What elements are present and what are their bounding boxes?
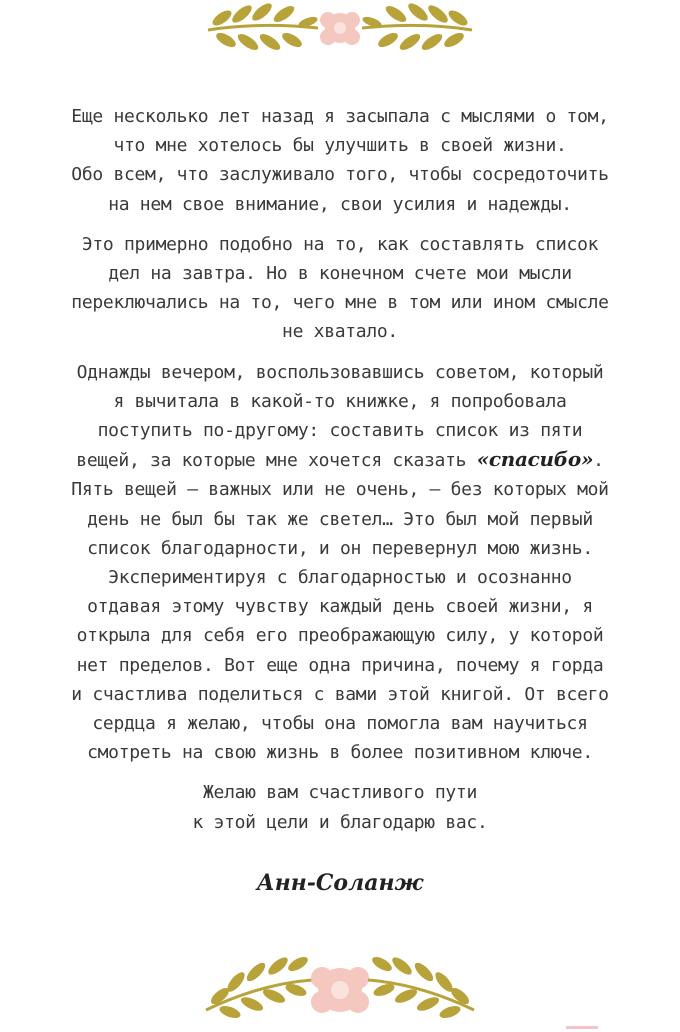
text-line: Обо всем, что заслуживало того, чтобы сосредоточить bbox=[71, 164, 609, 186]
paragraph-1 bbox=[0, 102, 680, 219]
text-line: смотреть на свою жизнь в более позитивном ключе. bbox=[87, 742, 593, 764]
left-leaf-branch-icon bbox=[208, 0, 319, 53]
text-line-start: вещей, за которые мне хочется сказать bbox=[76, 450, 477, 472]
text-line: день не был бы так же светел… Это был мой первый bbox=[87, 508, 593, 530]
paragraph-2 bbox=[0, 230, 680, 347]
text-line: дел на завтра. Но в конечном счете мои мысли bbox=[108, 263, 572, 285]
left-leaf-branch-icon bbox=[206, 954, 312, 1020]
text-line: что мне хотелось бы улучшить в своей жизни. bbox=[113, 135, 567, 157]
body-text bbox=[0, 102, 680, 848]
floral-ornament-icon bbox=[200, 944, 480, 1026]
text-line: Желаю вам счастливого пути bbox=[203, 782, 477, 804]
emphasis-trailing: . bbox=[593, 450, 604, 472]
text-line: Это примерно подобно на то, как составлять список bbox=[81, 233, 599, 255]
right-leaf-branch-icon bbox=[368, 954, 474, 1020]
text-line: сердца я желаю, чтобы она помогла вам научиться bbox=[92, 713, 588, 735]
text-line: открыла для себя его преображающую силу, у которой bbox=[76, 625, 604, 647]
text-line: Еще несколько лет назад я засыпала с мыслями о том, bbox=[71, 106, 609, 127]
floral-ornament-icon bbox=[200, 0, 480, 56]
text-line: Экспериментируя с благодарностью и осознанно bbox=[108, 567, 572, 589]
text-line: нет пределов. Вот еще одна причина, почему я горда bbox=[76, 654, 604, 676]
text-line: и счастлива поделиться с вами этой книгой. От всего bbox=[71, 683, 609, 705]
top-ornament bbox=[0, 0, 680, 56]
rose-icon bbox=[320, 12, 360, 45]
text-line: не хватало. bbox=[282, 321, 398, 343]
right-leaf-branch-icon bbox=[361, 0, 472, 53]
author-signature: Анн-Соланж bbox=[256, 870, 424, 896]
emphasis-word: «спасибо» bbox=[476, 447, 594, 472]
text-line: поступить по-другому: составить список из пяти bbox=[97, 420, 583, 442]
closing-paragraph bbox=[0, 778, 680, 836]
rose-icon bbox=[311, 967, 369, 1013]
text-line: переключались на то, чего мне в том или ином смысле bbox=[71, 292, 609, 314]
text-line: к этой цели и благодарю вас. bbox=[192, 811, 488, 833]
paragraph-3 bbox=[0, 358, 680, 768]
text-line: Однажды вечером, воспользовавшись советом, который bbox=[76, 361, 604, 383]
text-line: список благодарности, и он перевернул мою жизнь. bbox=[87, 537, 593, 559]
text-line: Пять вещей — важных или не очень, — без которых мой bbox=[71, 479, 609, 501]
text-line: отдавая этому чувству каждый день своей жизни, я bbox=[87, 596, 593, 618]
decorative-mark bbox=[566, 1026, 598, 1029]
text-line: я вычитала в какой-то книжке, я попробовала bbox=[113, 390, 567, 412]
text-line: на нем свое внимание, свои усилия и надежды. bbox=[108, 193, 572, 215]
bottom-ornament bbox=[0, 944, 680, 1026]
text-line-with-emphasis bbox=[0, 445, 680, 475]
